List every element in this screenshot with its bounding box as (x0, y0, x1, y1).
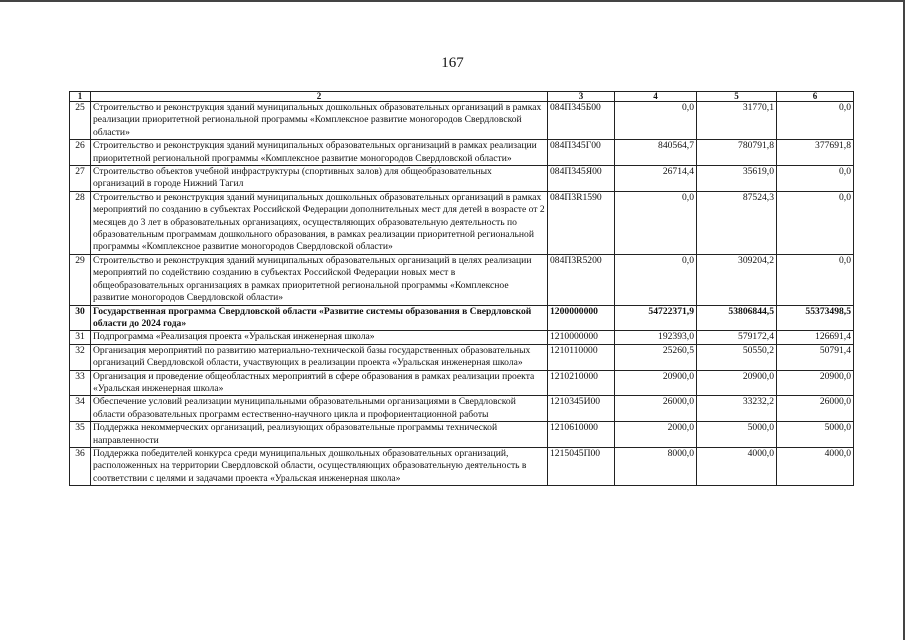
table-row (70, 191, 854, 254)
row-number: 26 (70, 140, 91, 166)
row-value-col6: 20900,0 (777, 370, 854, 396)
row-value-col4: 192393,0 (615, 331, 697, 344)
table-row (70, 166, 854, 192)
row-number: 35 (70, 422, 91, 448)
row-code: 084П345Я00 (548, 166, 615, 192)
table-body (70, 102, 854, 486)
row-value-col5: 780791,8 (697, 140, 777, 166)
table-row (70, 140, 854, 166)
row-value-col4: 0,0 (615, 102, 697, 140)
column-header: 5 (697, 92, 777, 102)
row-value-col4: 840564,7 (615, 140, 697, 166)
row-value-col6: 0,0 (777, 166, 854, 192)
row-number: 36 (70, 447, 91, 485)
row-number: 25 (70, 102, 91, 140)
table-header-row (70, 92, 854, 102)
row-value-col5: 33232,2 (697, 396, 777, 422)
row-value-col6: 55373498,5 (777, 305, 854, 331)
table-row (70, 305, 854, 331)
row-value-col6: 377691,8 (777, 140, 854, 166)
table-row (70, 370, 854, 396)
row-value-col5: 20900,0 (697, 370, 777, 396)
row-value-col5: 35619,0 (697, 166, 777, 192)
row-code: 1210610000 (548, 422, 615, 448)
column-header: 1 (70, 92, 91, 102)
row-name: Организация мероприятий по развитию материально-технической базы государственных образовательных организаций Свердловской области, участвующих в реализации проекта «Уральская инженерная школа» (91, 344, 548, 370)
row-name: Поддержка некоммерческих организаций, реализующих образовательные программы технической направленности (91, 422, 548, 448)
row-code: 084П3R1590 (548, 191, 615, 254)
row-value-col6: 0,0 (777, 191, 854, 254)
row-value-col5: 50550,2 (697, 344, 777, 370)
row-value-col6: 26000,0 (777, 396, 854, 422)
row-value-col4: 8000,0 (615, 447, 697, 485)
row-name: Организация и проведение общеобластных мероприятий в сфере образования в рамках реализации проекта «Уральская инженерная школа» (91, 370, 548, 396)
row-number: 31 (70, 331, 91, 344)
row-number: 34 (70, 396, 91, 422)
row-value-col5: 4000,0 (697, 447, 777, 485)
row-value-col6: 0,0 (777, 254, 854, 305)
budget-table (69, 91, 854, 486)
row-value-col6: 4000,0 (777, 447, 854, 485)
row-code: 1210110000 (548, 344, 615, 370)
row-value-col4: 2000,0 (615, 422, 697, 448)
table-row (70, 331, 854, 344)
row-value-col4: 26714,4 (615, 166, 697, 192)
row-code: 1210000000 (548, 331, 615, 344)
row-name: Поддержка победителей конкурса среди муниципальных дошкольных образовательных организаций, расположенных на территории Свердловской области, осуществляющих образовательную деятельность в соответствии с целями и задачами проекта «Уральская инженерная школа» (91, 447, 548, 485)
row-value-col6: 5000,0 (777, 422, 854, 448)
row-name: Подпрограмма «Реализация проекта «Уральская инженерная школа» (91, 331, 548, 344)
row-value-col4: 26000,0 (615, 396, 697, 422)
table-row (70, 344, 854, 370)
row-number: 29 (70, 254, 91, 305)
column-header: 4 (615, 92, 697, 102)
row-value-col4: 25260,5 (615, 344, 697, 370)
row-value-col6: 126691,4 (777, 331, 854, 344)
table-row (70, 254, 854, 305)
column-header: 2 (91, 92, 548, 102)
row-value-col5: 53806844,5 (697, 305, 777, 331)
row-name: Строительство и реконструкция зданий муниципальных образовательных организаций в целях реализации мероприятий по содействию созданию в субъектах Российской Федерации новых мест в общеобразовательных организациях в рамках приоритетной региональной программы «Комплексное развитие моногородов Свердловской области» (91, 254, 548, 305)
table-row (70, 102, 854, 140)
row-name: Государственная программа Свердловской области «Развитие системы образования в Свердловской области до 2024 года» (91, 305, 548, 331)
row-name: Строительство и реконструкция зданий муниципальных дошкольных образовательных организаций в рамках мероприятий по созданию в субъектах Российской Федерации дополнительных мест для детей в возрасте от 2 месяцев до 3 лет в образовательных организациях, осуществляющих образовательную деятельность по образовательным программам дошкольного образования, в рамках реализации приоритетной региональной программы «Комплексное развитие моногородов Свердловской области» (91, 191, 548, 254)
column-header: 3 (548, 92, 615, 102)
row-value-col4: 20900,0 (615, 370, 697, 396)
row-code: 084П345Б00 (548, 102, 615, 140)
table-row (70, 447, 854, 485)
row-number: 28 (70, 191, 91, 254)
row-value-col5: 87524,3 (697, 191, 777, 254)
table-row (70, 396, 854, 422)
row-value-col6: 0,0 (777, 102, 854, 140)
row-number: 30 (70, 305, 91, 331)
row-number: 33 (70, 370, 91, 396)
row-code: 084П3R5200 (548, 254, 615, 305)
row-code: 1215045П00 (548, 447, 615, 485)
row-value-col5: 309204,2 (697, 254, 777, 305)
row-value-col5: 579172,4 (697, 331, 777, 344)
row-number: 27 (70, 166, 91, 192)
row-code: 1210345И00 (548, 396, 615, 422)
row-name: Строительство и реконструкция зданий муниципальных дошкольных образовательных организаций в рамках реализации приоритетной региональной программы «Комплексное развитие моногородов Свердловской области» (91, 102, 548, 140)
row-value-col4: 0,0 (615, 254, 697, 305)
row-name: Строительство и реконструкция зданий муниципальных образовательных организаций в рамках реализации приоритетной региональной программы «Комплексное развитие моногородов Свердловской области» (91, 140, 548, 166)
row-number: 32 (70, 344, 91, 370)
row-code: 084П345Г00 (548, 140, 615, 166)
row-value-col5: 31770,1 (697, 102, 777, 140)
row-name: Обеспечение условий реализации муниципальными образовательными организациями в Свердловской области образовательных программ естественно-научного цикла и профориентационной работы (91, 396, 548, 422)
row-value-col5: 5000,0 (697, 422, 777, 448)
row-name: Строительство объектов учебной инфраструктуры (спортивных залов) для общеобразовательных организаций в городе Нижний Тагил (91, 166, 548, 192)
table-row (70, 422, 854, 448)
row-value-col4: 0,0 (615, 191, 697, 254)
page-number: 167 (441, 55, 464, 71)
row-value-col6: 50791,4 (777, 344, 854, 370)
row-code: 1210210000 (548, 370, 615, 396)
row-code: 1200000000 (548, 305, 615, 331)
row-value-col4: 54722371,9 (615, 305, 697, 331)
column-header: 6 (777, 92, 854, 102)
